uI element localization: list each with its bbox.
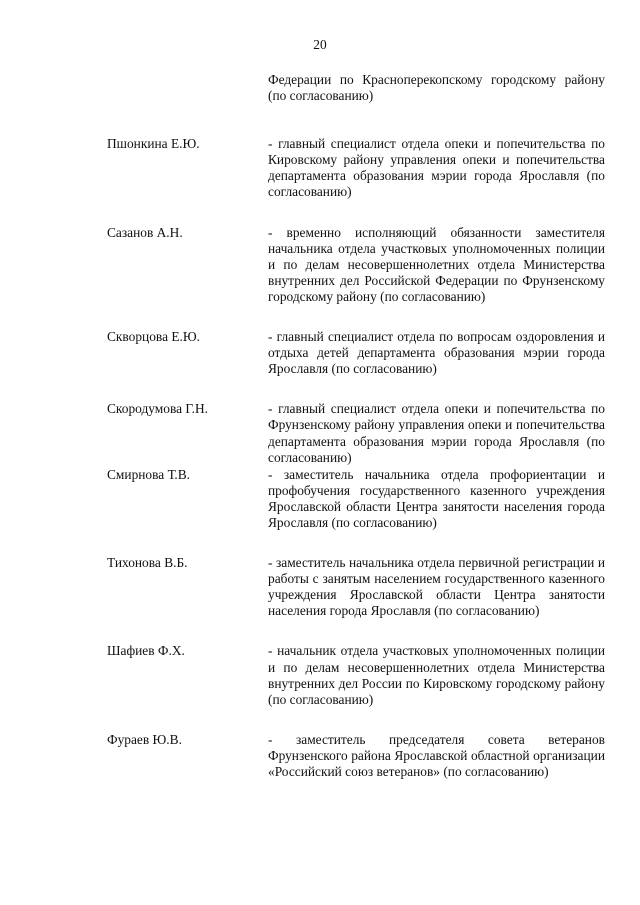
list-item [107, 401, 605, 465]
member-name: Шафиев Ф.Х. [107, 643, 185, 659]
member-list [107, 72, 605, 780]
member-position: Федерации по Красноперекопскому городскому району (по согласованию) [268, 72, 605, 104]
list-item-continuation [107, 72, 605, 104]
member-name: Фураев Ю.В. [107, 731, 182, 747]
member-name: Пшонкина Е.Ю. [107, 136, 200, 152]
member-position: - главный специалист отдела опеки и попечительства по Кировскому району управления опеки и попечительства департамента образования мэрии города Ярославля (по согласованию) [268, 136, 605, 200]
list-item [107, 555, 605, 619]
member-position: - начальник отдела участковых уполномоченных полиции и по делам несовершеннолетних отдела Министерства внутренних дел России по Кировскому городскому району (по согласованию) [268, 643, 605, 707]
member-name: Тихонова В.Б. [107, 555, 188, 571]
list-item [107, 225, 605, 305]
list-item [107, 467, 605, 531]
member-name: Скородумова Г.Н. [107, 401, 208, 417]
list-item [107, 732, 605, 780]
member-position: - заместитель начальника отдела первичной регистрации и работы с занятым населением государственного казенного учреждения Ярославской области Центра занятости населения города Ярославля (по согласованию) [268, 555, 605, 619]
list-item [107, 136, 605, 200]
list-item [107, 329, 605, 377]
member-position: - главный специалист отдела опеки и попечительства по Фрунзенскому району управления опеки и попечительства департамента образования мэрии города Ярославля (по согласованию) [268, 401, 605, 465]
member-position: - заместитель председателя совета ветеранов Фрунзенского района Ярославской областной организации «Российский союз ветеранов» (по согласованию) [268, 731, 605, 779]
member-position: - заместитель начальника отдела профориентации и профобучения государственного казенного учреждения Ярославской области Центра занятости населения города Ярославля (по согласованию) [268, 466, 605, 530]
member-name [107, 72, 268, 104]
member-name: Скворцова Е.Ю. [107, 329, 200, 345]
member-name: Сазанов А.Н. [107, 224, 183, 240]
member-position: - временно исполняющий обязанности заместителя начальника отдела участковых уполномоченных полиции и по делам несовершеннолетних отдела Министерства внутренних дел Российской Федерации по Фрунзенскому городскому району (по согласованию) [268, 224, 605, 304]
page-number: 20 [313, 37, 327, 52]
member-position: - главный специалист отдела по вопросам оздоровления и отдыха детей департамента образования мэрии города Ярославля (по согласованию) [268, 329, 605, 377]
list-item [107, 643, 605, 707]
member-name: Смирнова Т.В. [107, 466, 191, 482]
